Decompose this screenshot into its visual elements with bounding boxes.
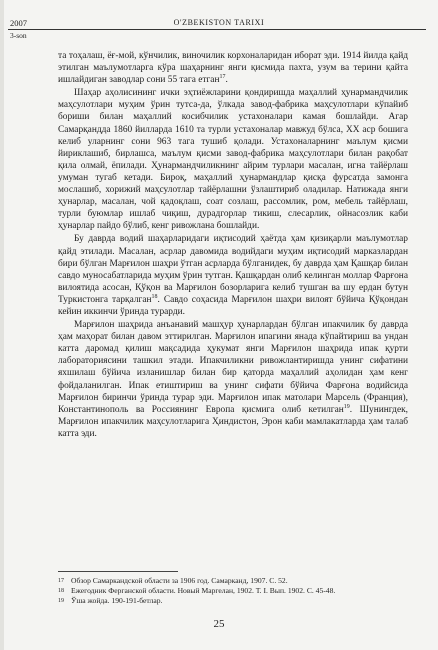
paragraph: Марғилон шаҳрида анъанавий машҳур ҳунарлардан бўлган ипакчилик бу даврда ҳам маҳорат билан давом эттирилган. Марғилон ипагини янада кўпайтириш ва ундан катта даромад қилиш мақсадида ҳукумат янги Марғилон шаҳрида ипак қурти лабораториясини ташкил этади. Ипакчиликни ривожлантиришда унинг сифатини яхшилаш бўйича изланишлар билан бир қаторда маҳаллий аҳолидан ҳам кенг фойдаланилган. Ипак етиштириш ва унинг сифати бўйича Фарғона водийсида Марғилон биринчи ўринда турар эди. Марғилон ипак матолари Марсель (Франция), Константинополь ва Россиянинг Европа қисмига олиб кетилган$^{19}$. Шунингдек, Марғилон ипакчилик маҳсулотларига Ҳиндистон, Эрон каби мамлакатларда ҳам талаб катта эди. (58, 320, 409, 439)
paragraph: та тоҳалаш, ёғ-мой, кўнчилик, виночилик корхоналаридан иборат эди. 1914 йилда қайд этилган маълумотларга кўра шаҳарнинг янги қисмида пахта, узум ва терини қайта ишлайдиган заводлар сони 55 тага етган$^{17}$. (58, 51, 408, 86)
header-year: 2007 (10, 18, 27, 28)
footnotes (58, 576, 408, 607)
footnote-ref: 19 (343, 403, 350, 410)
scan-edge-shadow (0, 0, 4, 650)
footnote-ref: 17 (219, 74, 226, 81)
body-text (58, 50, 408, 440)
footnote: 18 Ежегодник Ферганской области. Новый Маргелан, 1902. Т. I. Вып. 1902. С. 45-48. (58, 586, 336, 596)
header-rule (8, 29, 426, 30)
running-header-title: O'ZBEKISTON TARIXI (173, 18, 265, 27)
header-issue-number: 3-son (10, 31, 27, 40)
footnote-separator (58, 571, 178, 572)
page-number: 25 (213, 618, 225, 630)
footnote-ref: 18 (151, 293, 158, 300)
footnote: 19 Ўша жойда. 190-191-бетлар. (58, 596, 163, 606)
paragraph: Шаҳар аҳолисининг ички эҳтиёжларини қондиришда маҳаллий ҳунармандчилик маҳсулотлари муҳим ўрин тутса-да, ўлкада завод-фабрика маҳсулотлари кўпайиб бориши билан маҳаллий косибчилик устахоналари камая бошлайди. Агар Самарқандда 1860 йилларда 1610 та турли устахоналар мавжуд бўлса, ХХ аср бошига келиб уларнинг сони 963 тага тушиб қолади. Устахоналарнинг маълум қисми йириклашиб, бирлашса, маълум қисми завод-фабрика маҳсулотлари билан рақобат қила олмай, ёпилади. Ҳунармандчиликнинг айрим турлари масалан, игна тайёрлаш умуман тугаб кетади. Бироқ, маҳаллий ҳунармандлар қисқа фурсатда замонга мослашиб, хорижий маҳсулотлар тайёрлашни ўзлаштириб оладилар. Натижада янги ҳунарлар, масалан, чой қадоқлаш, соат созлаш, рассомлик, ром, мебель тайёрлаш, турли буюмлар ишлаб чиқиш, дурадгорлар тикиш, слесарлик, ойнасозлик каби ҳунарлар пайдо бўлиб, кенг ривожлана бошлайди. (58, 88, 408, 232)
footnote: 17 Обзор Самаркандской области за 1906 год. Самарканд, 1907. С. 52. (58, 576, 288, 585)
paragraph: Бу даврда водий шаҳарларидаги иқтисодий ҳаётда ҳам қизиқарли маълумотлар қайд этилади. Масалан, асрлар давомида водийдаги муҳим иқтисодий марказлардан бири бўлган Марғилон шаҳри ўтган асрларда бўлганидек, бу даврда ҳам Қашқар билан савдо муносабатларида муҳим ўрин тутган. Қашқардан олиб келинган моллар Фарғона вилоятида асосан, Қўқон ва Марғилон бозорларига келиб тушган ва шу ердан бутун Туркистонга тарқалган$^{18}$. Савдо соҳасида Марғилон шаҳри вилоят бўйича Қўқондан кейин иккинчи ўринда турарди. (58, 234, 408, 317)
